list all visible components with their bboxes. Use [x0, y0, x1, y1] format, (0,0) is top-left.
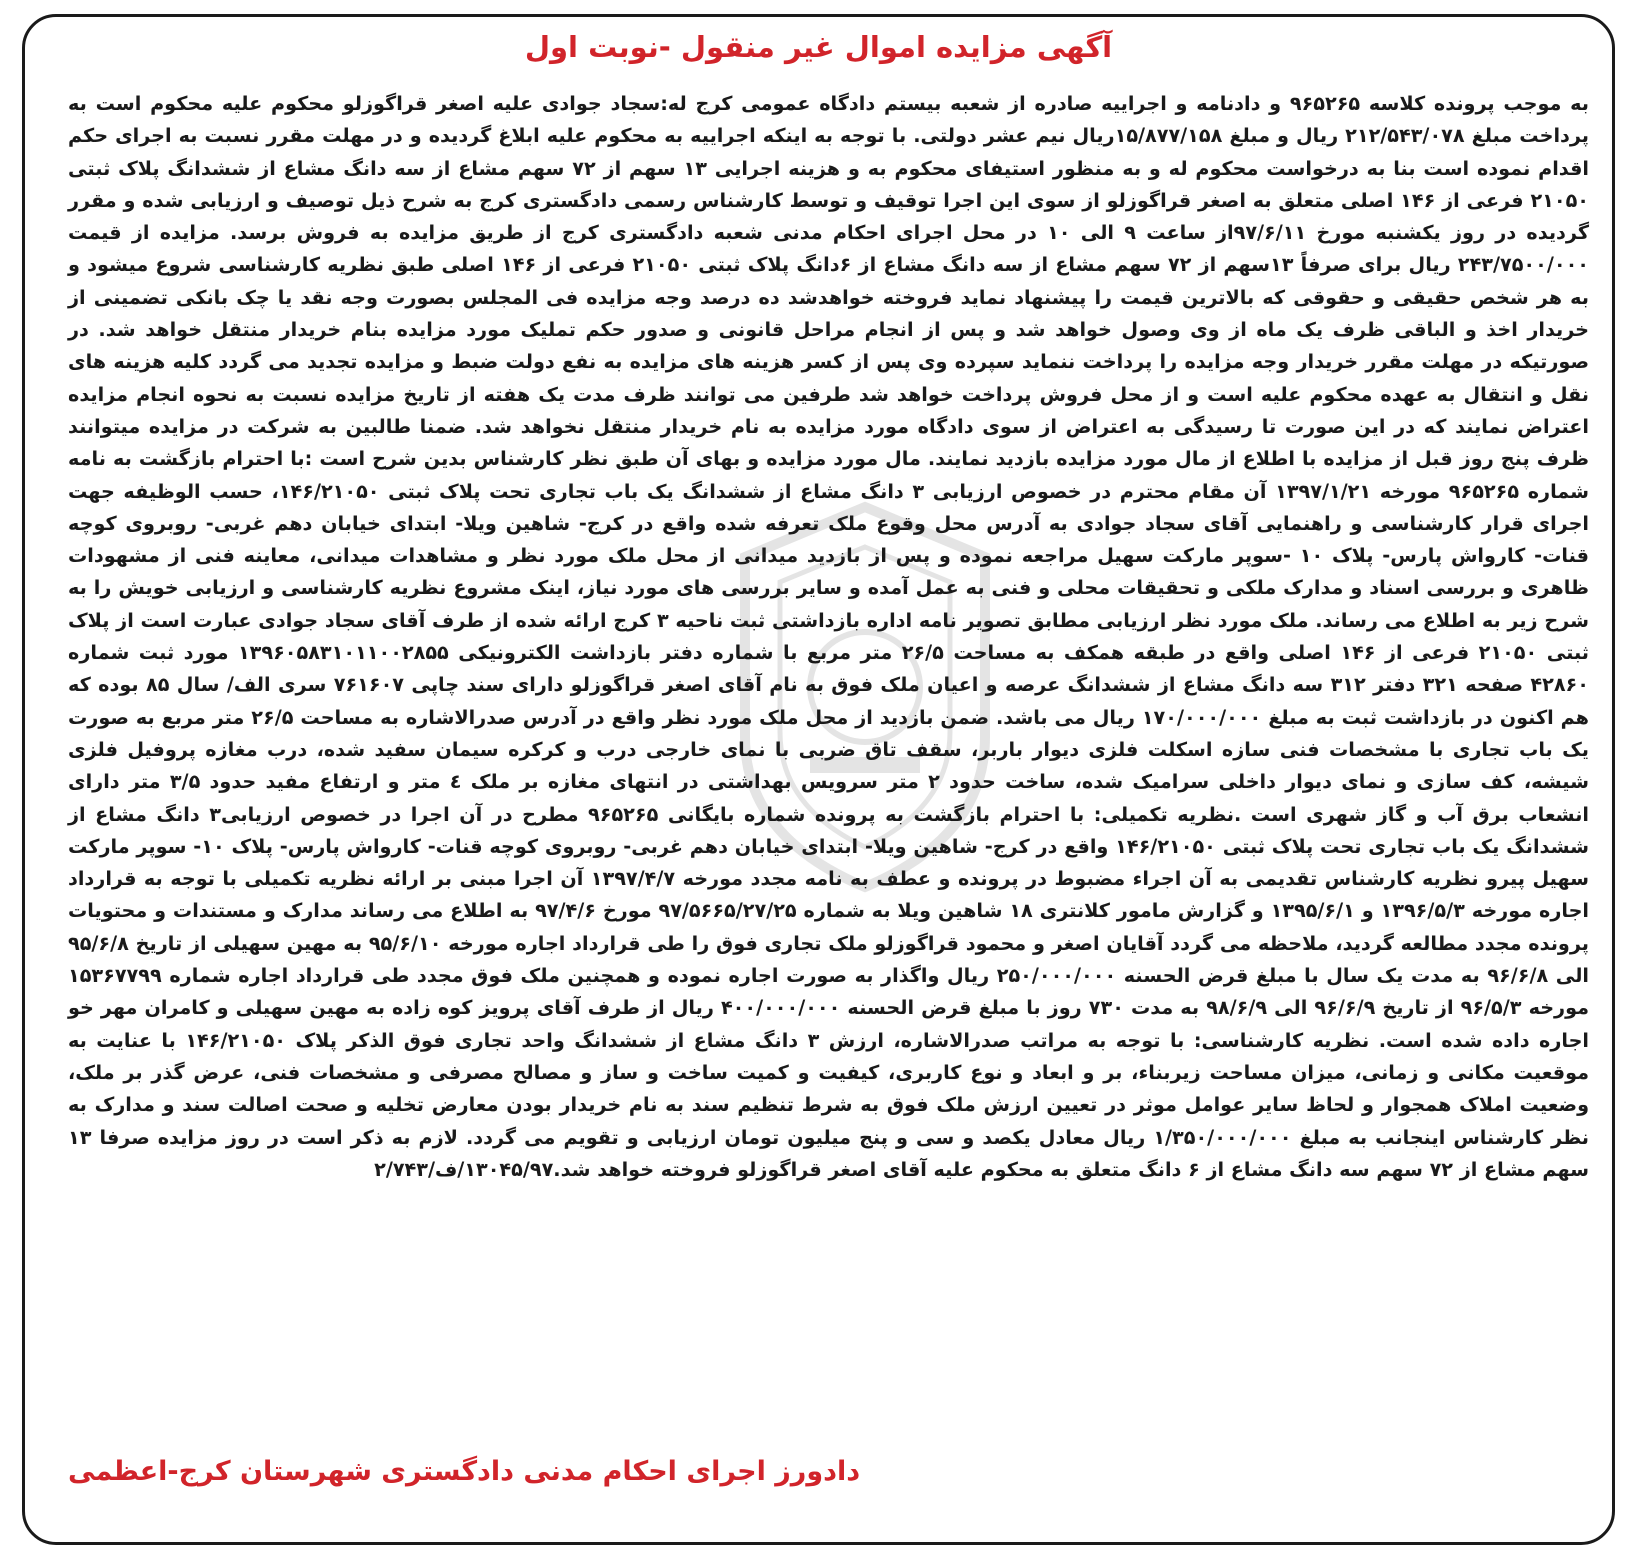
notice-body: به موجب پرونده کلاسه ۹۶۵۲۶۵ و دادنامه و اجراییه صادره از شعبه بیستم دادگاه عمومی کرج له:سجاد جوادی علیه اصغر قراگوزلو محکوم علیه محکوم است به پرداخت مبلغ ۲۱۲/۵۴۳/۰۷۸ ریال و مبلغ ۱۵/۸۷۷/۱۵۸ریال نیم عشر دولتی. با توجه به اینکه اجراییه به محکوم علیه ابلاغ گردیده و در مهلت مقرر نسبت به اجرای حکم اقدام نموده است بنا به درخواست محکوم له و به منظور استیفای محکوم به و هزینه اجرایی ۱۳ سهم از ۷۲ سهم مشاع از سه دانگ مشاع از ششدانگ پلاک ثبتی ۲۱۰۵۰ فرعی از ۱۴۶ اصلی متعلق به اصغر قراگوزلو از سوی این اجرا توقیف و توسط کارشناس رسمی دادگستری کرج به شرح ذیل توصیف و ارزیابی شده و مقرر گردیده در روز یکشنبه مورخ ۹۷/۶/۱۱از ساعت ۹ الی ۱۰ در محل اجرای احکام مدنی شعبه دادگستری کرج از طریق مزایده به فروش برسد. مزایده از قیمت ۲۴۳/۷۵۰۰/۰۰۰ ریال برای صرفاً ۱۳سهم از ۷۲ سهم مشاع از سه دانگ مشاع از ۶دانگ پلاک ثبتی ۲۱۰۵۰ فرعی از ۱۴۶ اصلی طبق نظریه کارشناسی شروع میشود و به هر شخص حقیقی و حقوقی که بالاترین قیمت را پیشنهاد نماید فروخته خواهدشد ده درصد وجه مزایده فی المجلس بصورت وجه نقد یا چک بانکی تضمینی از خریدار اخذ و الباقی ظرف یک ماه از وی وصول خواهد شد و پس از انجام مراحل قانونی و صدور حکم تملیک مورد مزایده بنام خریدار منتقل خواهد شد. در صورتیکه در مهلت مقرر خریدار وجه مزایده را پرداخت ننماید سپرده وی پس از کسر هزینه های مزایده به نفع دولت ضبط و مزایده تجدید می گردد کلیه هزینه های نقل و انتقال به عهده محکوم علیه است و از محل فروش پرداخت خواهد شد طرفین می توانند ظرف مدت یک هفته از تاریخ مزایده نسبت به نحوه انجام مزایده اعتراض نمایند که در این صورت تا رسیدگی به اعتراض از سوی دادگاه مورد مزایده به نام خریدار منتقل نخواهد شد. ضمنا طالبین به شرکت در مزایده میتوانند ظرف پنج روز قبل از مزایده با اطلاع از مال مورد مزایده بازدید نمایند. مال مورد مزایده و بهای آن طبق نظر کارشناس بدین شرح است :با احترام بازگشت به نامه شماره ۹۶۵۲۶۵ مورخه ۱۳۹۷/۱/۲۱ آن مقام محترم در خصوص ارزیابی ۳ دانگ مشاع از ششدانگ یک باب تجاری تحت پلاک ثبتی ۱۴۶/۲۱۰۵۰، حسب الوظیفه جهت اجرای قرار کارشناسی و راهنمایی آقای سجاد جوادی به آدرس محل وقوع ملک تعرفه شده واقع در کرج- شاهین ویلا- ابتدای خیابان دهم غربی- روبروی کوچه قنات- کارواش پارس- پلاک ۱۰ -سوپر مارکت سهیل مراجعه نموده و پس از بازدید میدانی از محل ملک مورد نظر و مشاهدات میدانی، معاینه فنی از مشهودات ظاهری و بررسی اسناد و مدارک ملکی و تحقیقات محلی و فنی به عمل آمده و سایر بررسی های مورد نیاز، اینک مشروع نظریه کارشناسی و ارزیابی خویش را به شرح زیر به اطلاع می رساند. ملک مورد نظر ارزیابی مطابق تصویر نامه اداره بازداشتی ثبت ناحیه ۳ کرج ارائه شده از طرف آقای سجاد جوادی عبارت است از پلاک ثبتی ۲۱۰۵۰ فرعی از ۱۴۶ اصلی واقع در طبقه همکف به مساحت ۲۶/۵ متر مربع با شماره دفتر بازداشت الکترونیکی ۱۳۹۶۰۵۸۳۱۰۱۱۰۰۲۸۵۵ مورد ثبت شماره ۴۲۸۶۰ صفحه ۳۲۱ دفتر ۳۱۲ سه دانگ مشاع از ششدانگ عرصه و اعیان ملک فوق به نام آقای اصغر قراگوزلو دارای سند چاپی ۷۶۱۶۰۷ سری الف/ سال ۸۵ بوده که هم اکنون در بازداشت ثبت به مبلغ ۱۷۰/۰۰۰/۰۰۰ ریال می باشد. ضمن بازدید از محل ملک مورد نظر واقع در آدرس صدرالاشاره به مساحت ۲۶/۵ متر مربع به صورت یک باب تجاری با مشخصات فنی سازه اسکلت فلزی دیوار باربر، سقف تاق ضربی با نمای خارجی درب و کرکره سیمان سفید شده، درب مغازه پروفیل فلزی شیشه، کف سازی و نمای دیوار داخلی سرامیک شده، ساخت حدود ۲ متر سرویس بهداشتی در انتهای مغازه بر ملک ٤ متر و ارتفاع مفید حدود ۳/۵ متر دارای انشعاب برق آب و گاز شهری است .نظریه تکمیلی: با احترام بازگشت به پرونده شماره بایگانی ۹۶۵۲۶۵ مطرح در آن اجرا در خصوص ارزیابی۳ دانگ مشاع از ششدانگ یک باب تجاری تحت پلاک ثبتی ۱۴۶/۲۱۰۵۰ واقع در کرج- شاهین ویلا- ابتدای خیابان دهم غربی- روبروی کوچه قنات- کارواش پارس- پلاک ۱۰- سوپر مارکت سهیل پیرو نظریه کارشناس تقدیمی به آن اجراء مضبوط در پرونده و عطف به نامه مجدد مورخه ۱۳۹۷/۴/۷ آن اجرا مبنی بر ارائه نظریه تکمیلی با توجه به قرارداد اجاره مورخه ۱۳۹۶/۵/۳ و ۱۳۹۵/۶/۱ و گزارش مامور کلانتری ۱۸ شاهین ویلا به شماره ۹۷/۵۶۶۵/۲۷/۲۵ مورخ ۹۷/۴/۶ به اطلاع می رساند مدارک و مستندات و محتویات پرونده مجدد مطالعه گردید، ملاحظه می گردد آقایان اصغر و محمود قراگوزلو ملک تجاری فوق را طی قرارداد اجاره مورخه ۹۵/۶/۱۰ به مهین سهیلی از تاریخ ۹۵/۶/۸ الی ۹۶/۶/۸ به مدت یک سال با مبلغ قرض الحسنه ۲۵۰/۰۰۰/۰۰۰ ریال واگذار به صورت اجاره نموده و همچنین ملک فوق مجدد طی قرارداد اجاره شماره ۱۵۳۶۷۷۹۹ مورخه ۹۶/۵/۳ از تاریخ ۹۶/۶/۹ الی ۹۸/۶/۹ به مدت ۷۳۰ روز با مبلغ قرض الحسنه ۴۰۰/۰۰۰/۰۰۰ ریال از طرف آقای پرویز کوه زاده به مهین سهیلی و کامران مهر خو اجاره داده شده است. نظریه کارشناسی: با توجه به مراتب صدرالاشاره، ارزش ۳ دانگ مشاع از ششدانگ واحد تجاری فوق الذکر پلاک ۱۴۶/۲۱۰۵۰ با عنایت به موقعیت مکانی و زمانی، میزان مساحت زیربناء، بر و ابعاد و نوع کاربری، کیفیت و کمیت ساخت و ساز و مصالح مصرفی و مشخصات فنی، عرض گذر بر ملک، وضعیت املاک همجوار و لحاظ سایر عوامل موثر در تعیین ارزش ملک فوق به شرط تنظیم سند به نام خریدار بودن معارض تخلیه و صحت اصالت سند و مدارک به نظر کارشناس اینجانب به مبلغ ۱/۳۵۰/۰۰۰/۰۰۰ ریال معادل یکصد و سی و پنج میلیون تومان ارزیابی و تقویم می گردد. لازم به ذکر است در روز مزایده صرفا ۱۳ سهم مشاع از ۷۲ سهم سه دانگ مشاع از ۶ دانگ متعلق به محکوم علیه آقای اصغر قراگوزلو فروخته خواهد شد.۱۳۰۴۵/۹۷/ف/۲/۷۴۳: [68, 92, 1590, 1181]
notice-title: آگهی مزایده اموال غیر منقول -نوبت اول: [524, 30, 1113, 64]
notice-signature: دادورز اجرای احکام مدنی دادگستری شهرستان کرج-اعظمی: [68, 1456, 861, 1487]
